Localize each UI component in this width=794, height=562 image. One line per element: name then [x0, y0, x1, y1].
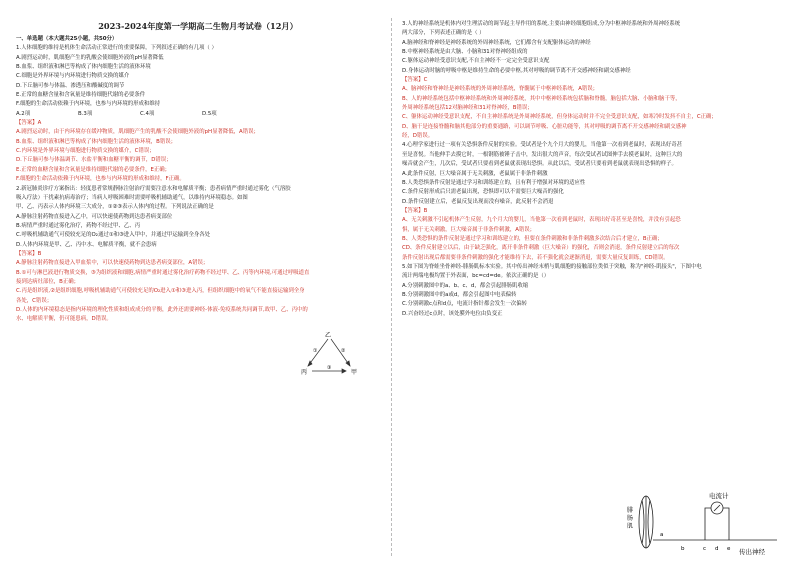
question-line: 至是喜悦。当他伸手去摸它时，一根钢筋被锤子击中，发出很大的声音，每次受试者试图伸手去摸老鼠时，这种巨大的 — [402, 151, 683, 158]
answer-line: C.丙是组织液,②是组织细胞,呼吸机辅助通气可使较充足的O₂进入①和③进入丙，但组织细胞中的氧气不能直接运输到全身 — [16, 288, 305, 295]
answer-line: 【答案】C — [402, 77, 428, 84]
right-column — [402, 20, 774, 319]
answer-line: B、人类恐惧的条件反射是通过学习和训练建立的，但要在条件刺激和非条件刺激多次结合后才建立，B正确； — [402, 235, 663, 242]
answer-line: 接到达病灶部位，B正确； — [16, 278, 79, 285]
answer-line: 【答案】B — [402, 207, 428, 214]
question-line: D.下丘脑可参与体温、渗透压和酸碱度的调节 — [16, 82, 125, 89]
answer-line: B、人的神经系统包括中枢神经系统和外周神经系统，其中中枢神经系统包括脑和脊髓，脑包括大脑、小脑和脑干等， — [402, 95, 681, 102]
question-line: D.人体内环境是甲、乙、丙中水、电解质平衡，就不会患病 — [16, 241, 157, 248]
question-line: A.此条件反射，巨大噪音属于无关刺激，老鼠属于非条件刺激 — [402, 170, 548, 177]
label-bing: 丙 — [300, 369, 308, 376]
question-line: D.条件反射建立后，老鼠反复出现而没有噪音，此反射不会消退 — [402, 198, 554, 205]
question-line: 5.如下图为脊蛙坐骨神经-腓肠肌标本实验。其中传出神经末梢与肌细胞的接触部位类似于突触，称为"神经-肌接头"，下图中电 — [402, 263, 702, 270]
question-line: 1.人体细胞的维持是机体生命活动正常进行的重要保障，下列叙述正确的有几项（ ） — [16, 45, 217, 52]
answer-line: F.细胞的生命活动依赖于内环境，也参与内环境的形成和维持，F正确。 — [16, 176, 185, 183]
question-line: B.病情严重时通过雾化治疗，药物不经过甲、乙、丙 — [16, 222, 141, 229]
answer-line: C、躯体运动神经受意识支配，不自主神经系统是外周神经系统，但身体运动时并不完全受意识支配，如寒冷时发抖不自主，C正确； — [402, 114, 717, 121]
answer-line: 经，D错误。 — [402, 133, 434, 140]
option-0: A.2项 — [16, 110, 31, 117]
label-muscle-1: 腓 — [627, 507, 634, 514]
answer-line: 【答案】A — [16, 120, 42, 127]
question-line: 吸入疗法）干扰素抗病毒治疗；当病人呼吸困难时需要呼吸机辅助通气，以维持内环境稳态。如图 — [16, 194, 248, 201]
question-line: A.脑神经和脊神经是神经系统的外周神经系统，它们都含有支配躯体运动的神经 — [402, 39, 591, 46]
question-line: A.分别刺激图中的a、b、c、d，都会引起腓肠肌收缩 — [402, 282, 529, 289]
question-line: 2.新冠肺炎诊疗方案指出：轻度患者常规静脉注射治疗需要注意水和电解质平衡；患者病情严重时通过雾化（气溶胶 — [16, 185, 291, 192]
answer-line: 惧，属于无关刺激，巨大噪音属于非条件刺激，A错误； — [402, 226, 536, 233]
answer-line: 条件反射出现后都需要非条件刺激的强化才能维持下去，若不强化就会逐渐消退，需要大量反复训练，CD错误。 — [402, 254, 669, 261]
label-p3: ③ — [327, 365, 332, 371]
question-line: C.呼吸机辅助通气可使较充足的O₂通过①和③进入甲中，并通过甲运输到全身各处 — [16, 232, 211, 239]
question-line: A.静脉注射药物直接进入乙中，可以快速使药物到达患者病变部位 — [16, 213, 173, 220]
answer-line: D、脑干是连接脊髓和脑其他部分的重要通路，可以调节呼吸、心脏功能等，其对呼吸的调节离不开交感神经和副交感神 — [402, 123, 687, 130]
question-line: 两大部分，下列表述正确的是（ ） — [402, 30, 485, 37]
answer-line: E.正常的血糖含量和含氧量是维持细胞代谢的必要条件，E正确； — [16, 166, 171, 173]
question-line: C.躯体运动神经受意识支配,不自主神经不一定完全受意识支配 — [402, 58, 550, 65]
question-line: E.正常的血糖含量和含氧量是维持细胞代谢的必要条件 — [16, 92, 146, 99]
answer-line: 各处，C错误； — [16, 297, 53, 304]
question-line: C.分别刺激c点和d点，电流计指针都会发生一次偏转 — [402, 301, 528, 308]
question-line: 流计两端电极均置于外表面，bc=cd=de。依次正确的是（） — [402, 273, 550, 280]
label-a: a — [660, 532, 664, 538]
option-3: D.5项 — [202, 110, 217, 117]
section-heading: 一、单选题（本大题共25小题，共50分） — [16, 36, 118, 42]
exam-title: 2023-2024年度第一学期高二生物月考试卷（12月） — [98, 21, 298, 31]
question-line: B.中枢神经系统是由大脑、小脑和31对脊神经组成的 — [402, 49, 528, 56]
question-line: A.剧烈运动时，肌细胞产生的乳酸会使细胞外液的pH显著降低 — [16, 54, 164, 61]
label-c: c — [703, 546, 707, 552]
fluid-triangle-diagram — [296, 330, 360, 378]
answer-line: 水、电解质平衡，仍可能患病，D错误。 — [16, 316, 112, 323]
question-line: B.分别刺激图中的a或d，都会引起图中电表偏转 — [402, 291, 517, 298]
question-line: 4.心理学家进行过一项有关恐惧条件反射的实验。受试者是个九个月大的婴儿，当他第一次看到老鼠时，表现出好奇甚 — [402, 142, 683, 149]
label-yi: 乙 — [324, 332, 332, 339]
answer-line: A.静脉注射药物直接进入甲血浆中，可以快速使药物到达患者病变部位，A错误； — [16, 260, 209, 267]
label-nerve-out: 传出神经 — [739, 548, 765, 556]
option-1: B.3项 — [78, 110, 93, 117]
answer-line: CD、条件反射建立以后，由于缺乏强化，离开非条件刺激（巨大噪音）的强化，否则会消退，条件反射建立后的每次 — [402, 245, 680, 252]
label-p1: ① — [313, 348, 318, 354]
left-lines — [16, 44, 380, 324]
label-d: d — [715, 546, 719, 552]
question-line: F.细胞的生命活动依赖于内环境，也参与内环境的形成和维持 — [16, 101, 161, 108]
answer-line: B.血浆、组织液和淋巴等构成了体内细胞生活的液体环境，B错误； — [16, 138, 177, 145]
options-row — [16, 110, 380, 119]
answer-line: 【答案】B — [16, 250, 42, 257]
answer-line: A、无关刺激不引起机体产生反射，九个月大的婴儿，当他第一次看到老鼠时，表现出好奇甚至是喜悦，并没有引起恐 — [402, 217, 681, 224]
label-p2: ② — [341, 348, 346, 354]
question-line: 噪音就会产生，几次后，受试者只要看到老鼠就表现出恐惧。从此以后，受试者只要看到老鼠就表现出恐惧的样子。 — [402, 161, 677, 168]
left-column — [16, 20, 380, 325]
question-line: 甲、乙、丙表示人体内环境三大成分，①②③表示人体内的过程。下列说法正确的是 — [16, 204, 214, 211]
answer-line: A、脑神经和脊神经是神经系统的外周神经系统，脊髓属于中枢神经系统，A错误； — [402, 86, 599, 93]
question-line: D.兴奋经过c点时，该处膜外电位由负变正 — [402, 310, 503, 317]
answer-line: 外周神经系统包括12对脑神经和31对脊神经，B错误； — [402, 105, 533, 112]
question-line: B.血浆、组织液和淋巴等构成了体内细胞生活的液体环境 — [16, 64, 151, 71]
question-line: C.条件反射形成后只需老鼠出现，恐惧即可以不需要巨大噪音的强化 — [402, 189, 564, 196]
question-line: D.身体运动时脑的呼吸中枢是维持生命的必要中枢,其对呼吸的调节离不开交感神经和副交感神经 — [402, 67, 631, 74]
question-line: C.细胞是外界环境与内环境进行物质交换的媒介 — [16, 73, 130, 80]
label-meter: 电流计 — [709, 492, 729, 500]
question-line: 3.人的神经系统是机体内对生理活动的调节起主导作用的系统,主要由神经细胞组成,分为中枢神经系统和外周神经系统 — [402, 21, 681, 27]
label-e: e — [727, 546, 731, 552]
right-lines — [402, 20, 774, 319]
answer-line: C.内环境是外界环境与细胞进行物质交换的媒介，C错误； — [16, 148, 155, 155]
answer-line: B.①可与淋巴液进行物质交换，③为组织液和细胞,病情严重时通过雾化治疗药物不经过甲、乙、丙等内环境,可通过呼吸道直 — [16, 269, 310, 276]
label-muscle-3: 肌 — [627, 523, 634, 530]
option-2: C.4项 — [140, 110, 155, 117]
label-jia: 甲 — [350, 369, 358, 376]
label-b: b — [681, 546, 685, 552]
answer-line: A.剧烈运动时，由于内环境存在缓冲物质，肌细胞产生的乳酸不会使细胞外液的pH显著降低，A错误； — [16, 129, 259, 136]
nerve-muscle-diagram — [625, 488, 781, 558]
question-line: B.人类恐惧条件反射是通过学习和训练建立的，且有利于增强对环境的适应性 — [402, 179, 586, 186]
answer-line: D.人体的内环境稳态是指内环境的理化性质和组成成分的平衡，此外还需要神经-体液-免疫系统共同调节,故甲、乙、丙中的 — [16, 306, 308, 313]
answer-line: D.下丘脑可参与体温调节、水盐平衡和血糖平衡的调节，D错误； — [16, 157, 172, 164]
label-muscle-2: 肠 — [627, 515, 634, 522]
column-divider — [391, 18, 392, 556]
